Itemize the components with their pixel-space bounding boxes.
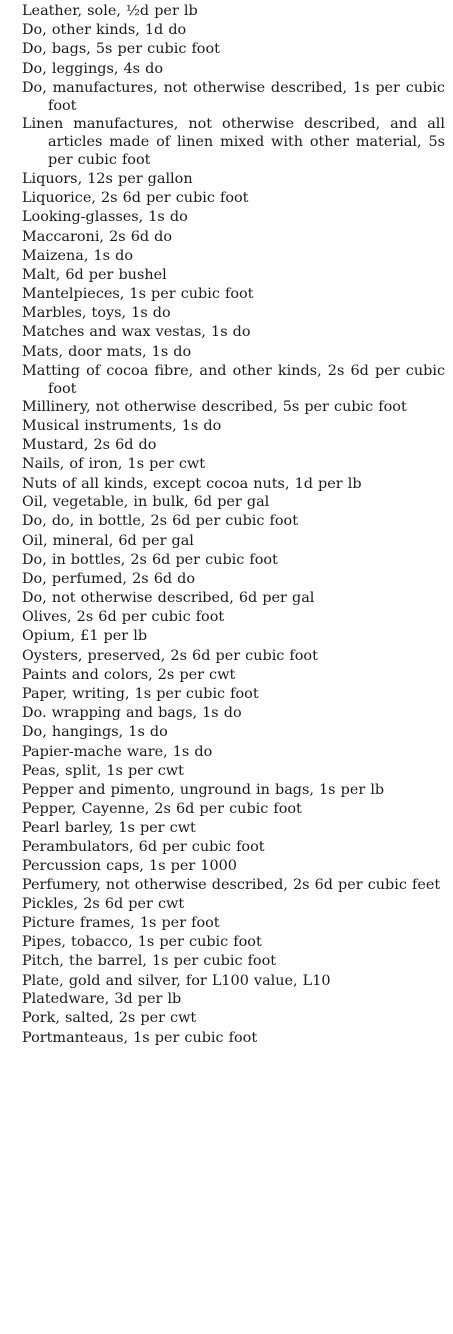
tariff-entry: Pitch, the barrel, 1s per cubic foot [22, 953, 277, 970]
tariff-entry: Do, bags, 5s per cubic foot [22, 41, 220, 58]
tariff-entry: Musical instruments, 1s do [22, 418, 222, 434]
tariff-entry: Liquors, 12s per gallon [22, 170, 193, 187]
tariff-entry: Opium, £1 per lb [22, 628, 148, 645]
tariff-entry: Percussion caps, 1s per 1000 [22, 858, 237, 875]
tariff-entry: Paper, writing, 1s per cubic foot [22, 686, 259, 703]
tariff-entry: Do, do, in bottle, 2s 6d per cubic foot [22, 513, 298, 530]
tariff-entry: Liquorice, 2s 6d per cubic foot [22, 190, 249, 207]
tariff-entry: Mats, door mats, 1s do [22, 343, 192, 360]
tariff-entry: Plate, gold and silver, for L100 value, L10 [22, 972, 331, 989]
tariff-entry: Malt, 6d per bushel [22, 266, 167, 283]
tariff-entry: Leather, sole, ½d per lb [22, 3, 198, 19]
tariff-entry: Portmanteaus, 1s per cubic foot [22, 1029, 258, 1046]
tariff-entry: Looking-glasses, 1s do [22, 209, 188, 226]
tariff-entry: Oil, mineral, 6d per gal [22, 532, 194, 549]
tariff-entry: Platedware, 3d per lb [22, 991, 182, 1008]
tariff-entry: Do, other kinds, 1d do [22, 22, 187, 39]
tariff-entry: Pork, salted, 2s per cwt [22, 1010, 197, 1027]
tariff-entry: Matting of cocoa fibre, and other kinds, 2s 6d per cubic foot [22, 362, 445, 397]
tariff-entry: Do, manufactures, not otherwise described, 1s per cubic foot [22, 79, 445, 114]
tariff-entry: Papier-mache ware, 1s do [22, 743, 213, 760]
tariff-entry: Maccaroni, 2s 6d do [22, 228, 173, 245]
tariff-entry: Do. wrapping and bags, 1s do [22, 705, 242, 722]
tariff-entry: Olives, 2s 6d per cubic foot [22, 609, 225, 626]
tariff-entry: Do, perfumed, 2s 6d do [22, 570, 196, 587]
tariff-entry: Pipes, tobacco, 1s per cubic foot [22, 934, 262, 951]
tariff-entry: Mustard, 2s 6d do [22, 437, 157, 454]
tariff-entry: Oil, vegetable, in bulk, 6d per gal [22, 494, 270, 511]
tariff-entry: Peas, split, 1s per cwt [22, 762, 184, 779]
tariff-entry: Pepper and pimento, unground in bags, 1s per lb [22, 781, 385, 798]
tariff-entry: Do, hangings, 1s do [22, 724, 168, 741]
tariff-entry: Matches and wax vestas, 1s do [22, 324, 251, 341]
tariff-entry: Maizena, 1s do [22, 247, 134, 264]
tariff-entry: Pearl barley, 1s per cwt [22, 819, 196, 836]
tariff-entry: Nuts of all kinds, except cocoa nuts, 1d per lb [22, 475, 362, 492]
tariff-list [22, 2, 445, 1047]
tariff-entry: Millinery, not otherwise described, 5s per cubic foot [22, 399, 407, 416]
tariff-entry: Pickles, 2s 6d per cwt [22, 895, 185, 912]
tariff-entry: Perambulators, 6d per cubic foot [22, 838, 265, 855]
tariff-entry: Do, leggings, 4s do [22, 60, 164, 77]
tariff-entry: Mantelpieces, 1s per cubic foot [22, 286, 254, 303]
tariff-entry: Marbles, toys, 1s do [22, 305, 171, 322]
tariff-entry: Picture frames, 1s per foot [22, 915, 220, 932]
tariff-entry: Pepper, Cayenne, 2s 6d per cubic foot [22, 800, 302, 817]
tariff-entry: Do, not otherwise described, 6d per gal [22, 590, 315, 607]
tariff-entry: Nails, of iron, 1s per cwt [22, 456, 205, 473]
tariff-entry: Oysters, preserved, 2s 6d per cubic foot [22, 647, 318, 664]
tariff-entry: Paints and colors, 2s per cwt [22, 666, 236, 683]
tariff-entry: Perfumery, not otherwise described, 2s 6d per cubic feet [22, 877, 441, 894]
tariff-entry: Do, in bottles, 2s 6d per cubic foot [22, 551, 278, 568]
tariff-entry: Linen manufactures, not otherwise described, and all articles made of linen mixed with other material, 5s per cubic foot [22, 116, 445, 169]
